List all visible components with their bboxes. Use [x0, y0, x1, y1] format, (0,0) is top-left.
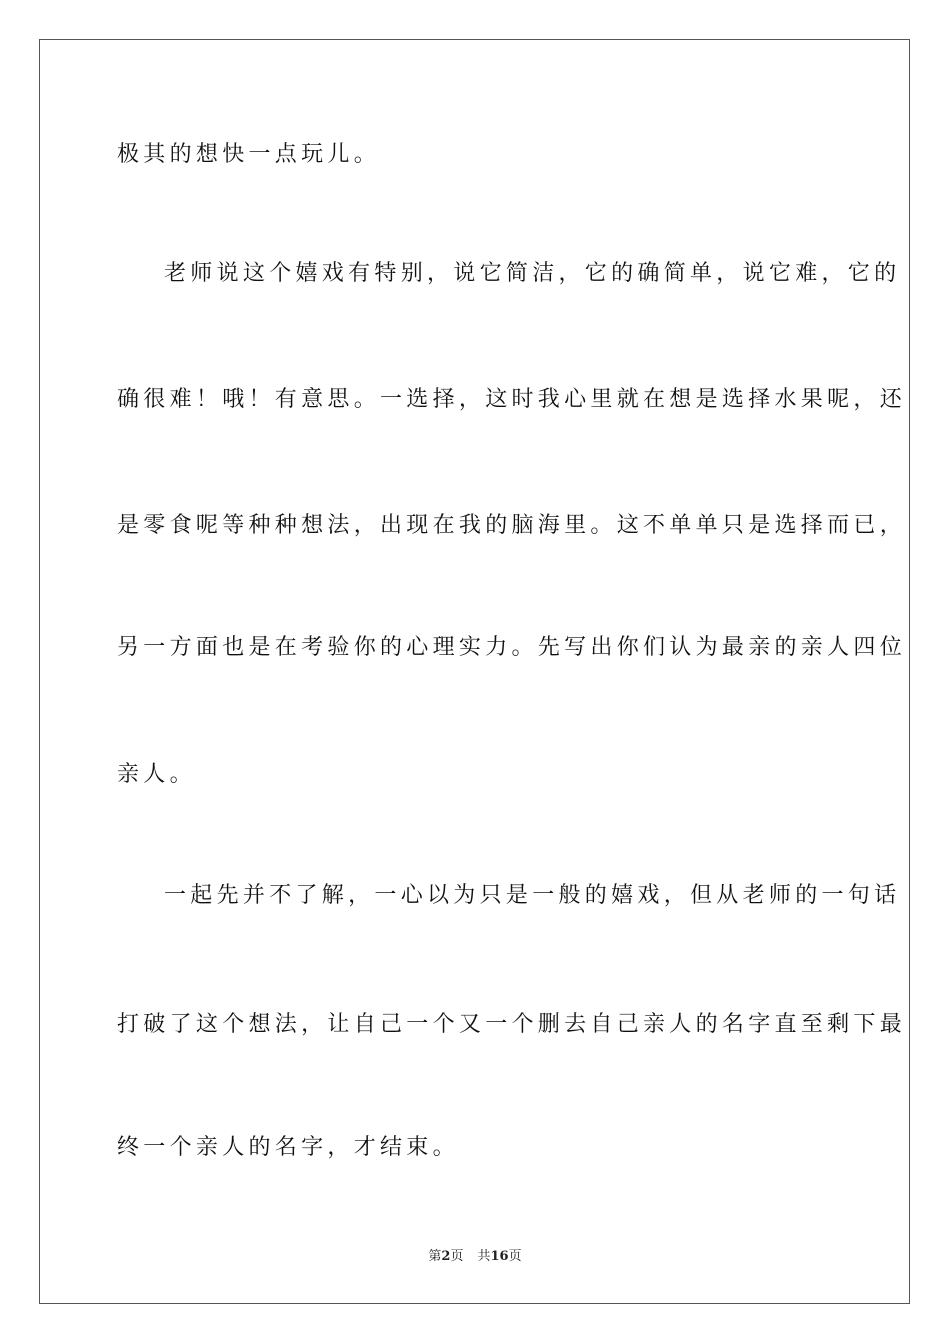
footer-page-number: 2	[441, 1249, 451, 1264]
text-line-3: 确很难！哦！有意思。一选择，这时我心里就在想是选择水果呢，还	[117, 387, 907, 412]
text-line-2: 老师说这个嬉戏有特别，说它简洁，它的确简单，说它难，它的	[164, 261, 901, 286]
footer-page-prefix: 第	[428, 1249, 442, 1264]
text-line-1: 极其的想快一点玩儿。	[117, 142, 381, 167]
text-line-6: 亲人。	[117, 762, 196, 787]
text-line-4: 是零食呢等种种想法，出现在我的脑海里。这不单单只是选择而已，	[117, 513, 907, 538]
text-line-8: 打破了这个想法，让自己一个又一个删去自己亲人的名字直至剩下最	[117, 1012, 907, 1037]
footer-total-suffix: 页	[508, 1249, 522, 1264]
page-frame	[39, 39, 910, 1304]
page-footer	[0, 1248, 950, 1266]
text-line-7: 一起先并不了解，一心以为只是一般的嬉戏，但从老师的一句话	[164, 883, 901, 908]
text-line-9: 终一个亲人的名字，才结束。	[117, 1135, 459, 1160]
text-line-5: 另一方面也是在考验你的心理实力。先写出你们认为最亲的亲人四位	[117, 635, 907, 660]
footer-total-pages: 16	[490, 1249, 509, 1264]
footer-page-suffix: 页	[450, 1249, 464, 1264]
footer-total-prefix: 共	[477, 1249, 491, 1264]
